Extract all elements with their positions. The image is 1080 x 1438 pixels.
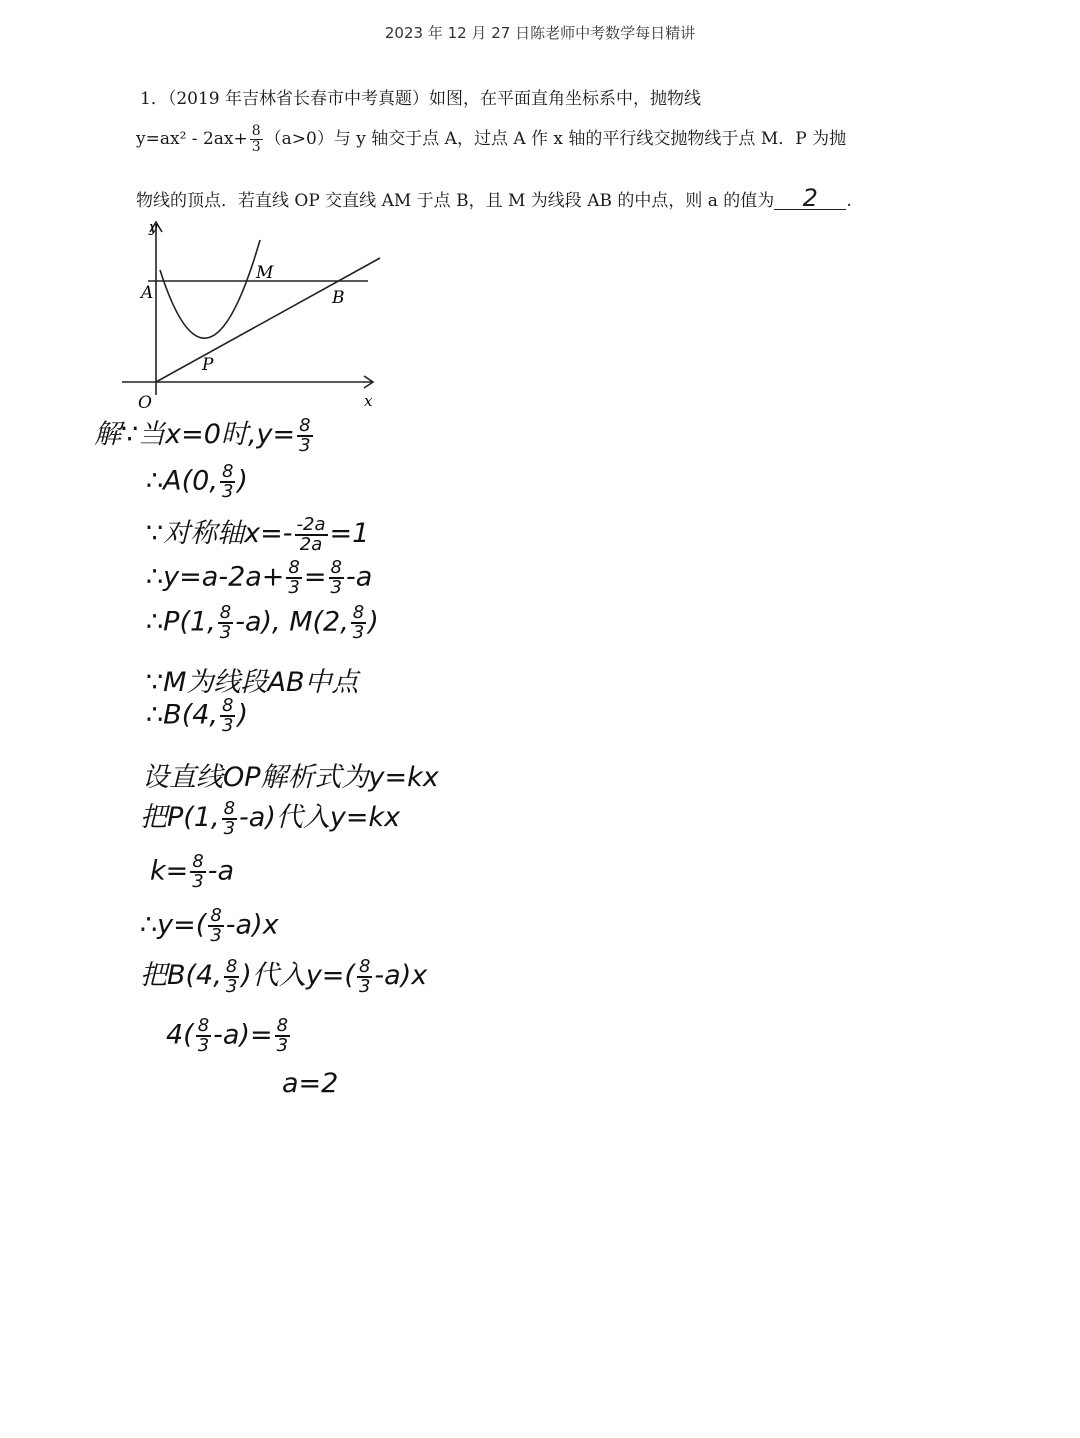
solution-line-13: 4( $\frac{8}{3}$ -a)= $\frac{8}{3}$ <box>166 1015 289 1056</box>
solution-line-7: ∴B(4, $\frac{8}{3}$ ) <box>146 695 248 736</box>
problem-line-3: 物线的顶点．若直线 OP 交直线 AM 于点 B，且 M 为线段 AB 的中点，则 a 的值为 2 . <box>136 184 852 212</box>
solution-line-5: ∴P(1, $\frac{8}{3}$ -a), M(2, $\frac{8}{3}$ ) <box>146 602 379 643</box>
solution-line-12: 把B(4, $\frac{8}{3}$ )代入y=( $\frac{8}{3}$ -a)x <box>140 955 428 997</box>
parabola-formula: y=ax² - 2ax+ <box>136 129 248 149</box>
label-O: O <box>138 393 152 410</box>
label-B: B <box>332 288 345 308</box>
parabola <box>160 240 260 338</box>
solution-line-3: ∵对称轴x=- $\frac{-2a}{2a}$ =1 <box>146 513 370 555</box>
solution-line-4: ∴y=a-2a+ $\frac{8}{3}$ = $\frac{8}{3}$ -a <box>146 557 373 598</box>
label-A: A <box>141 283 154 303</box>
solution-line-9: 把P(1, $\frac{8}{3}$ -a)代入y=kx <box>140 797 401 839</box>
coordinate-figure <box>110 210 510 410</box>
solution-line-8: 设直线OP解析式为y=kx <box>142 762 439 793</box>
solution-line-11: ∴y=( $\frac{8}{3}$ -a)x <box>140 905 279 946</box>
label-x: x <box>364 392 373 410</box>
answer-blank: 2 <box>774 187 846 210</box>
solution-line-1: 解∵当x=0时,y= $\frac{8}{3}$ <box>94 414 311 456</box>
label-y: y <box>149 218 158 236</box>
page-header: 2023 年 12 月 27 日陈老师中考数学每日精讲 <box>384 24 696 42</box>
solution-line-14: a=2 <box>282 1068 339 1099</box>
solution-line-2: ∴A(0, $\frac{8}{3}$ ) <box>146 461 248 502</box>
formula-fraction: $\frac{8}{3}$ <box>251 123 261 155</box>
problem-line-1: 1．（2019 年吉林省长春市中考真题）如图，在平面直角坐标系中，抛物线 <box>140 89 701 109</box>
problem-line-2: y=ax² - 2ax+ $\frac{8}{3}$ （a>0）与 y 轴交于点 A，过点 A 作 x 轴的平行线交抛物线于点 M．P 为抛 <box>136 123 847 155</box>
solution-line-6: ∵M为线段AB中点 <box>146 667 359 698</box>
label-P: P <box>202 355 214 375</box>
label-M: M <box>256 263 274 283</box>
solution-line-10: k= $\frac{8}{3}$ -a <box>150 851 235 892</box>
